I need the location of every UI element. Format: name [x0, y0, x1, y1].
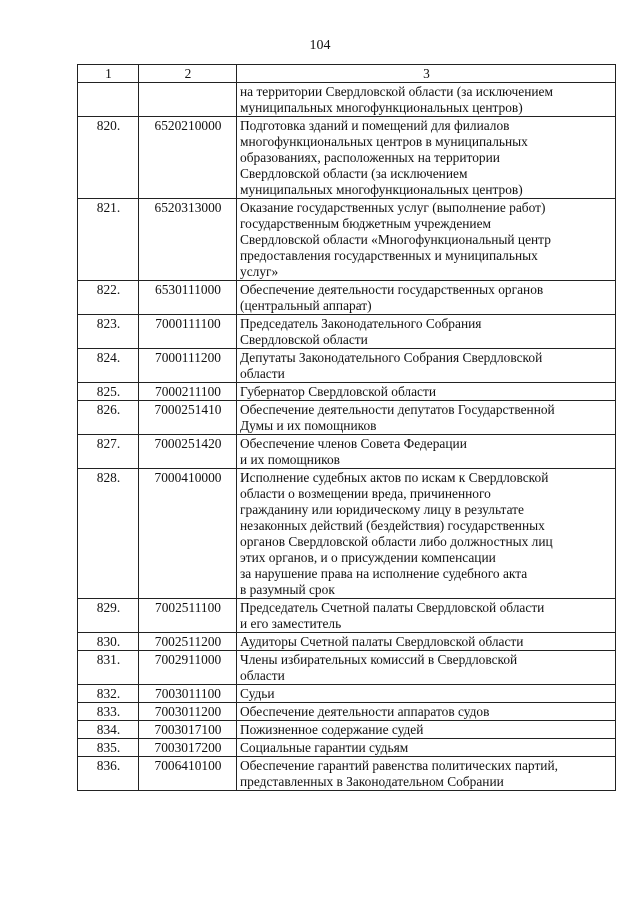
row-number: 821. [78, 199, 139, 281]
header-row [78, 65, 616, 83]
header-col-2: 2 [139, 65, 237, 83]
table-header [78, 65, 616, 83]
row-number: 834. [78, 721, 139, 739]
row-code: 7003011200 [139, 703, 237, 721]
row-description: на территории Свердловской области (за исключением муниципальных многофункциональных центров) [237, 83, 616, 117]
row-code [139, 83, 237, 117]
row-description: Члены избирательных комиссий в Свердловской области [237, 651, 616, 685]
table-row [78, 401, 616, 435]
row-description: Председатель Законодательного Собрания Свердловской области [237, 315, 616, 349]
row-description: Председатель Счетной палаты Свердловской области и его заместитель [237, 599, 616, 633]
row-code: 6530111000 [139, 281, 237, 315]
table-row [78, 739, 616, 757]
row-number: 826. [78, 401, 139, 435]
row-description: Оказание государственных услуг (выполнение работ) государственным бюджетным учреждением Свердловской области «Многофункциональный центр предоставления государственных и муниципальных услуг» [237, 199, 616, 281]
row-description: Губернатор Свердловской области [237, 383, 616, 401]
table-row [78, 199, 616, 281]
row-code: 6520210000 [139, 117, 237, 199]
row-number: 828. [78, 469, 139, 599]
table-row [78, 633, 616, 651]
row-number: 832. [78, 685, 139, 703]
row-code: 7002511100 [139, 599, 237, 633]
table-row [78, 721, 616, 739]
row-description: Аудиторы Счетной палаты Свердловской области [237, 633, 616, 651]
row-description: Депутаты Законодательного Собрания Свердловской области [237, 349, 616, 383]
header-col-1: 1 [78, 65, 139, 83]
table-row [78, 757, 616, 791]
table-row [78, 469, 616, 599]
row-code: 7003011100 [139, 685, 237, 703]
row-number: 820. [78, 117, 139, 199]
row-number: 822. [78, 281, 139, 315]
row-code: 7000410000 [139, 469, 237, 599]
table-row [78, 349, 616, 383]
table-row [78, 651, 616, 685]
row-code: 7000251420 [139, 435, 237, 469]
row-code: 7000211100 [139, 383, 237, 401]
table-row [78, 383, 616, 401]
table-row [78, 117, 616, 199]
row-number: 836. [78, 757, 139, 791]
row-number: 824. [78, 349, 139, 383]
header-col-3: 3 [237, 65, 616, 83]
row-code: 7002911000 [139, 651, 237, 685]
row-description: Обеспечение деятельности государственных органов (центральный аппарат) [237, 281, 616, 315]
table-body [78, 83, 616, 791]
row-description: Обеспечение членов Совета Федерации и их помощников [237, 435, 616, 469]
row-description: Обеспечение деятельности депутатов Государственной Думы и их помощников [237, 401, 616, 435]
row-number: 825. [78, 383, 139, 401]
table-row [78, 685, 616, 703]
row-description: Пожизненное содержание судей [237, 721, 616, 739]
row-number: 827. [78, 435, 139, 469]
table-row [78, 281, 616, 315]
budget-code-table [77, 64, 616, 791]
row-number: 829. [78, 599, 139, 633]
row-number: 830. [78, 633, 139, 651]
table-row [78, 315, 616, 349]
table-row [78, 83, 616, 117]
row-number: 835. [78, 739, 139, 757]
row-code: 7003017100 [139, 721, 237, 739]
row-description: Обеспечение деятельности аппаратов судов [237, 703, 616, 721]
row-number: 833. [78, 703, 139, 721]
row-description: Социальные гарантии судьям [237, 739, 616, 757]
page-number: 104 [309, 38, 331, 53]
row-code: 7002511200 [139, 633, 237, 651]
row-code: 7003017200 [139, 739, 237, 757]
row-description: Подготовка зданий и помещений для филиалов многофункциональных центров в муниципальных образованиях, расположенных на территории Свердловской области (за исключением муниципальных многофункциональных центров) [237, 117, 616, 199]
row-number: 823. [78, 315, 139, 349]
row-description: Обеспечение гарантий равенства политических партий, представленных в Законодательном Собрании [237, 757, 616, 791]
row-number [78, 83, 139, 117]
table-row [78, 435, 616, 469]
row-code: 7000111200 [139, 349, 237, 383]
row-description: Судьи [237, 685, 616, 703]
row-description: Исполнение судебных актов по искам к Свердловской области о возмещении вреда, причиненного гражданину или юридическому лицу в результате незаконных действий (бездействия) государственных органов Свердловской области либо должностных лиц этих органов, и о присуждении компенсации за нарушение права на исполнение судебного акта в разумный срок [237, 469, 616, 599]
row-code: 7000111100 [139, 315, 237, 349]
row-code: 6520313000 [139, 199, 237, 281]
row-number: 831. [78, 651, 139, 685]
table-row [78, 703, 616, 721]
row-code: 7000251410 [139, 401, 237, 435]
row-code: 7006410100 [139, 757, 237, 791]
table-row [78, 599, 616, 633]
